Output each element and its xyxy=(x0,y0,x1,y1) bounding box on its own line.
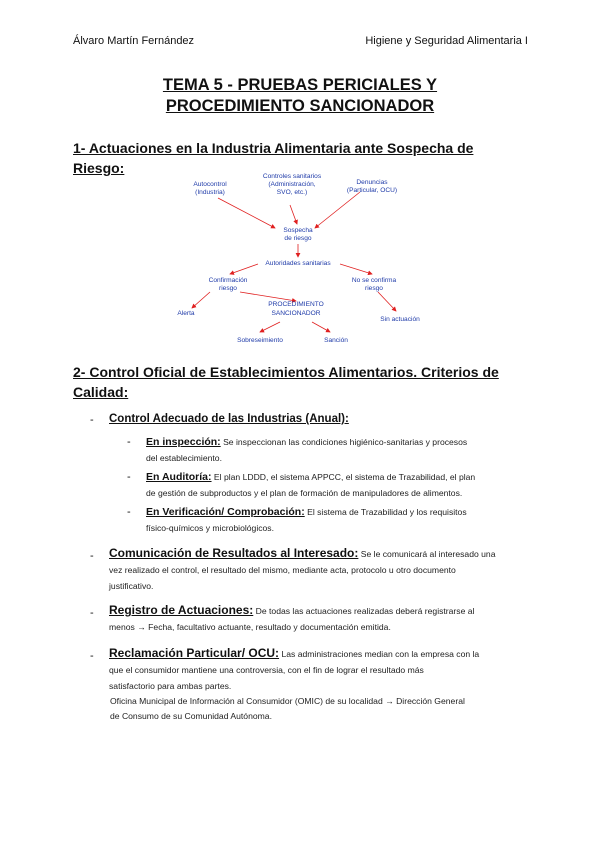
control-heading xyxy=(109,411,529,427)
registro-label: Registro de Actuaciones: xyxy=(109,603,254,617)
section1-heading-line2: Riesgo: xyxy=(73,160,125,176)
arrow-procedimiento-sancion xyxy=(312,322,330,332)
arrow-controles-sospecha xyxy=(290,205,297,224)
arrow-confirmacion-alerta xyxy=(192,292,210,308)
node-controles-3: SVO, etc.) xyxy=(276,189,308,196)
bullet-control: - xyxy=(90,414,94,426)
arrow-autocontrol-sospecha xyxy=(218,198,275,228)
node-sospecha-1: Sospecha xyxy=(283,227,313,234)
comunicacion-text1: Se le comunicará al interesado una xyxy=(358,549,496,559)
bullet-registro: - xyxy=(90,607,94,619)
control-label: Control Adecuado de las Industrias (Anual): xyxy=(109,413,349,425)
sub-inspeccion xyxy=(146,434,526,466)
node-alerta: Alerta xyxy=(177,310,195,317)
comunicacion-text3: justificativo. xyxy=(109,581,154,591)
comunicacion-text2: vez realizado el control, el resultado del mismo, mediante acta, protocolo u otro documento xyxy=(109,565,456,575)
node-noconfirma-1: No se confirma xyxy=(351,277,397,284)
node-sospecha-2: de riesgo xyxy=(284,235,312,242)
bullet-verificacion: - xyxy=(127,506,131,518)
node-autocontrol-2: (Industria) xyxy=(195,189,225,196)
node-sancion: Sanción xyxy=(324,337,348,344)
node-procedimiento-2: SANCIONADOR xyxy=(271,310,321,317)
node-autoridades: Autoridades sanitarias xyxy=(265,260,331,267)
node-procedimiento-1: PROCEDIMIENTO xyxy=(268,301,324,308)
arrow-procedimiento-sobreseimiento xyxy=(260,322,280,332)
node-denuncias-1: Denuncias xyxy=(356,179,388,186)
node-sinactuacion: Sin actuación xyxy=(380,316,420,323)
section2-heading xyxy=(73,362,533,402)
node-sobreseimiento: Sobreseimiento xyxy=(237,337,283,344)
sub-auditoria-text2: de gestión de subproductos y el plan de formación de manipuladores de alimentos. xyxy=(146,488,463,498)
reclamacion-text2: que el consumidor mantiene una controversia, con el fin de lograr el resultado más xyxy=(109,665,424,675)
sub-verificacion-label: En Verificación/ Comprobación: xyxy=(146,506,305,518)
sub-verificacion-text2: físico-químicos y microbiológicos. xyxy=(146,523,274,533)
registro-text2: menos → Fecha, facultativo actuante, resultado y documentación emitida. xyxy=(109,622,391,632)
reclamacion-block xyxy=(109,645,534,694)
arrow-noconfirma-sinactuacion xyxy=(378,292,396,311)
arrow-autoridades-confirmacion xyxy=(230,264,258,274)
bullet-reclamacion: - xyxy=(90,650,94,662)
arrow-autoridades-noconfirma xyxy=(340,264,372,274)
omic-text2: de Consumo de su Comunidad Autónoma. xyxy=(110,711,272,721)
arrow-denuncias-sospecha xyxy=(315,192,360,228)
section2-heading-line1: 2- Control Oficial de Establecimientos Alimentarios. Criterios de xyxy=(73,364,499,380)
sub-inspeccion-label: En inspección: xyxy=(146,436,221,448)
sub-auditoria-text1: El plan LDDD, el sistema APPCC, el sistema de Trazabilidad, el plan xyxy=(211,472,476,482)
node-denuncias-2: (Particular, OCU) xyxy=(346,187,398,194)
node-autocontrol-1: Autocontrol xyxy=(193,181,227,188)
header-subject: Higiene y Seguridad Alimentaria I xyxy=(365,35,528,47)
node-noconfirma-2: riesgo xyxy=(365,285,383,292)
registro-text1: De todas las actuaciones realizadas deberá registrarse al xyxy=(253,606,475,616)
omic-paragraph xyxy=(110,694,530,724)
node-controles-2: (Administración, xyxy=(268,181,316,188)
page-title-line2: PROCEDIMIENTO SANCIONADOR xyxy=(165,97,435,115)
sub-verificacion-text1: El sistema de Trazabilidad y los requisitos xyxy=(304,507,467,517)
omic-text1: Oficina Municipal de Información al Consumidor (OMIC) de su localidad → Dirección General xyxy=(110,696,465,706)
risk-flow-diagram xyxy=(150,160,450,355)
reclamacion-text1: Las administraciones median con la empresa con la xyxy=(279,649,480,659)
sub-auditoria xyxy=(146,469,526,501)
page-title-line1: TEMA 5 - PRUEBAS PERICIALES Y xyxy=(162,76,438,94)
sub-inspeccion-text2: del establecimiento. xyxy=(146,453,222,463)
header-author: Álvaro Martín Fernández xyxy=(73,35,195,47)
comunicacion-label: Comunicación de Resultados al Interesado: xyxy=(109,546,359,560)
section1-heading-line1: 1- Actuaciones en la Industria Alimentaria ante Sospecha de xyxy=(73,140,474,156)
sub-auditoria-label: En Auditoría: xyxy=(146,471,212,483)
node-confirmacion-2: riesgo xyxy=(219,285,237,292)
bullet-auditoria: - xyxy=(127,471,131,483)
node-controles-1: Controles sanitarios xyxy=(262,173,322,180)
section2-heading-line2: Calidad: xyxy=(73,384,129,400)
bullet-inspeccion: - xyxy=(127,436,131,448)
node-confirmacion-1: Confirmación xyxy=(208,277,248,284)
registro-block xyxy=(109,602,534,635)
reclamacion-label: Reclamación Particular/ OCU: xyxy=(109,646,280,660)
arrow-confirmacion-procedimiento xyxy=(240,292,296,301)
bullet-comunicacion: - xyxy=(90,550,94,562)
comunicacion-block xyxy=(109,545,534,594)
sub-verificacion xyxy=(146,504,526,536)
reclamacion-text3: satisfactorio para ambas partes. xyxy=(109,681,232,691)
sub-inspeccion-text1: Se inspeccionan las condiciones higiénico-sanitarias y procesos xyxy=(220,437,468,447)
